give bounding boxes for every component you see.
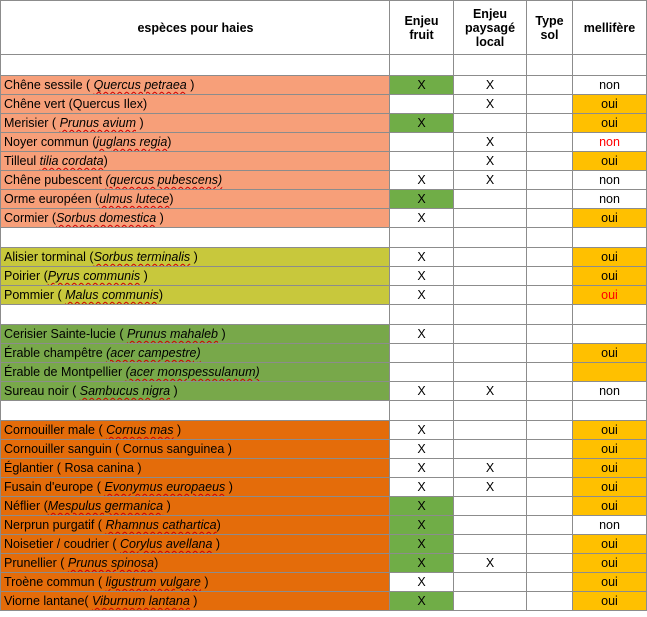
name-tail: ) <box>189 594 198 608</box>
species-row <box>1 286 647 305</box>
paysage-cell[interactable]: X <box>454 133 527 152</box>
empty-cell[interactable] <box>573 305 647 325</box>
empty-cell[interactable] <box>454 228 527 248</box>
mellifere-cell[interactable]: oui <box>573 114 647 133</box>
species-name-cell[interactable] <box>1 554 390 573</box>
fruit-cell[interactable] <box>390 133 454 152</box>
sol-cell[interactable] <box>527 421 573 440</box>
species-name-cell[interactable] <box>1 440 390 459</box>
mellifere-cell[interactable]: oui <box>573 95 647 114</box>
sol-cell[interactable] <box>527 344 573 363</box>
mellifere-cell[interactable]: oui <box>573 286 647 305</box>
paysage-cell[interactable] <box>454 248 527 267</box>
species-row <box>1 459 647 478</box>
paysage-cell[interactable] <box>454 190 527 209</box>
spacer-row <box>1 305 647 325</box>
species-row <box>1 592 647 611</box>
mellifere-cell[interactable]: oui <box>573 497 647 516</box>
common-name: Orme européen ( <box>4 192 100 206</box>
latin-name: Malus communis <box>65 288 159 302</box>
latin-name: tilia cordata <box>39 154 104 168</box>
common-name: Nerprun purgatif ( <box>4 518 106 532</box>
common-name: Fusain d'europe ( <box>4 480 105 494</box>
paysage-cell[interactable] <box>454 573 527 592</box>
common-name: Cerisier Sainte-lucie ( <box>4 327 127 341</box>
species-name-cell[interactable] <box>1 76 390 95</box>
name-tail: ) <box>170 384 178 398</box>
paysage-cell[interactable] <box>454 497 527 516</box>
sol-cell[interactable] <box>527 95 573 114</box>
fruit-cell[interactable]: X <box>390 267 454 286</box>
paysage-cell[interactable]: X <box>454 152 527 171</box>
species-row <box>1 421 647 440</box>
common-name: Néflier ( <box>4 499 48 513</box>
empty-cell[interactable] <box>454 55 527 76</box>
sol-cell[interactable] <box>527 497 573 516</box>
spacer-row <box>1 401 647 421</box>
species-row <box>1 267 647 286</box>
name-tail: ) <box>136 116 144 130</box>
empty-cell[interactable] <box>390 55 454 76</box>
paysage-cell[interactable]: X <box>454 76 527 95</box>
sol-cell[interactable] <box>527 190 573 209</box>
fruit-cell[interactable] <box>390 152 454 171</box>
name-tail: ) <box>169 192 174 206</box>
fruit-cell[interactable]: X <box>390 286 454 305</box>
species-row <box>1 248 647 267</box>
spacer-row <box>1 228 647 248</box>
common-name: Églantier ( Rosa canina ) <box>4 461 142 475</box>
latin-name: Sambucus nigra <box>79 384 171 398</box>
paysage-cell[interactable] <box>454 267 527 286</box>
paysage-cell[interactable] <box>454 114 527 133</box>
paysage-cell[interactable]: X <box>454 478 527 497</box>
paysage-cell[interactable] <box>454 421 527 440</box>
fruit-cell[interactable]: X <box>390 171 454 190</box>
paysage-cell[interactable]: X <box>454 95 527 114</box>
species-name-cell[interactable] <box>1 459 390 478</box>
mellifere-cell[interactable]: oui <box>573 459 647 478</box>
sol-cell[interactable] <box>527 573 573 592</box>
latin-name: Prunus mahaleb <box>126 327 218 341</box>
common-name: Érable de Montpellier <box>4 365 126 379</box>
sol-cell[interactable] <box>527 209 573 228</box>
empty-cell[interactable] <box>390 401 454 421</box>
mellifere-cell[interactable] <box>573 325 647 344</box>
paysage-cell[interactable] <box>454 535 527 554</box>
fruit-cell[interactable]: X <box>390 459 454 478</box>
fruit-cell[interactable] <box>390 344 454 363</box>
name-tail: ) <box>158 288 164 302</box>
species-row <box>1 95 647 114</box>
fruit-cell[interactable]: X <box>390 440 454 459</box>
header-species[interactable]: espèces pour haies <box>1 1 390 55</box>
latin-name: Prunus avium <box>59 116 136 130</box>
name-tail: ) <box>186 78 195 92</box>
paysage-cell[interactable] <box>454 516 527 535</box>
common-name: Érable champêtre <box>4 346 107 360</box>
species-name-cell[interactable] <box>1 286 390 305</box>
mellifere-cell[interactable]: non <box>573 516 647 535</box>
paysage-cell[interactable] <box>454 592 527 611</box>
species-row <box>1 554 647 573</box>
sol-cell[interactable] <box>527 554 573 573</box>
species-name-cell[interactable] <box>1 152 390 171</box>
name-tail: ) <box>156 211 164 225</box>
paysage-cell[interactable]: X <box>454 459 527 478</box>
empty-cell[interactable] <box>390 305 454 325</box>
empty-cell[interactable] <box>1 228 390 248</box>
latin-name: Quercus petraea <box>93 78 187 92</box>
mellifere-cell[interactable]: oui <box>573 344 647 363</box>
header-row <box>1 1 647 55</box>
species-row <box>1 114 647 133</box>
species-name-cell[interactable] <box>1 478 390 497</box>
paysage-cell[interactable] <box>454 440 527 459</box>
mellifere-cell[interactable]: oui <box>573 248 647 267</box>
species-row <box>1 573 647 592</box>
species-name-cell[interactable] <box>1 325 390 344</box>
name-tail: ) <box>167 135 172 149</box>
mellifere-cell[interactable]: oui <box>573 152 647 171</box>
species-name-cell[interactable] <box>1 592 390 611</box>
paysage-cell[interactable] <box>454 344 527 363</box>
fruit-cell[interactable]: X <box>390 573 454 592</box>
name-tail: ) <box>212 537 221 551</box>
latin-name: juglans regia <box>96 135 168 149</box>
fruit-cell[interactable]: X <box>390 114 454 133</box>
species-row <box>1 209 647 228</box>
fruit-cell[interactable]: X <box>390 382 454 401</box>
fruit-cell[interactable]: X <box>390 209 454 228</box>
latin-name: ulmus lutece <box>99 192 170 206</box>
species-name-cell[interactable] <box>1 421 390 440</box>
mellifere-cell[interactable]: oui <box>573 478 647 497</box>
common-name: Merisier ( <box>4 116 60 130</box>
common-name: Poirier ( <box>4 269 48 283</box>
common-name: Chêne sessile ( <box>4 78 94 92</box>
mellifere-cell[interactable]: non <box>573 190 647 209</box>
fruit-cell[interactable]: X <box>390 76 454 95</box>
common-name: Tilleul <box>4 154 40 168</box>
sol-cell[interactable] <box>527 592 573 611</box>
common-name: Sureau noir ( <box>4 384 80 398</box>
species-row <box>1 190 647 209</box>
empty-cell[interactable] <box>1 55 390 76</box>
fruit-cell[interactable]: X <box>390 421 454 440</box>
species-row <box>1 478 647 497</box>
mellifere-cell[interactable]: oui <box>573 209 647 228</box>
species-row <box>1 516 647 535</box>
empty-cell[interactable] <box>527 228 573 248</box>
sol-cell[interactable] <box>527 76 573 95</box>
sol-cell[interactable] <box>527 325 573 344</box>
mellifere-cell[interactable] <box>573 363 647 382</box>
name-tail: ) <box>173 423 182 437</box>
latin-name: Corylus avellana <box>120 537 213 551</box>
name-tail: ) <box>216 518 221 532</box>
sol-cell[interactable] <box>527 363 573 382</box>
mellifere-cell[interactable]: non <box>573 133 647 152</box>
name-tail: ) <box>154 556 159 570</box>
empty-cell[interactable] <box>1 401 390 421</box>
common-name: Alisier torminal ( <box>4 250 94 264</box>
paysage-cell[interactable]: X <box>454 171 527 190</box>
species-name-cell[interactable] <box>1 209 390 228</box>
fruit-cell[interactable]: X <box>390 592 454 611</box>
fruit-cell[interactable]: X <box>390 478 454 497</box>
name-tail: ) <box>200 575 209 589</box>
sol-cell[interactable] <box>527 267 573 286</box>
species-row <box>1 363 647 382</box>
fruit-cell[interactable] <box>390 95 454 114</box>
empty-cell[interactable] <box>573 228 647 248</box>
fruit-cell[interactable]: X <box>390 535 454 554</box>
mellifere-cell[interactable]: oui <box>573 421 647 440</box>
fruit-cell[interactable]: X <box>390 554 454 573</box>
latin-name: (acer monspessulanum) <box>125 365 260 379</box>
common-name: Chêne pubescent <box>4 173 106 187</box>
latin-name: Sorbus domestica <box>56 211 157 225</box>
empty-cell[interactable] <box>527 55 573 76</box>
common-name: Noyer commun ( <box>4 135 97 149</box>
sol-cell[interactable] <box>527 286 573 305</box>
paysage-cell[interactable]: X <box>454 554 527 573</box>
empty-cell[interactable] <box>527 305 573 325</box>
mellifere-cell[interactable]: non <box>573 76 647 95</box>
common-name: Pommier ( <box>4 288 66 302</box>
empty-cell[interactable] <box>573 401 647 421</box>
name-tail: ) <box>190 250 198 264</box>
paysage-cell[interactable] <box>454 209 527 228</box>
sol-cell[interactable] <box>527 459 573 478</box>
sol-cell[interactable] <box>527 152 573 171</box>
name-tail: ) <box>218 327 226 341</box>
species-row <box>1 171 647 190</box>
latin-name: Cornus mas <box>106 423 174 437</box>
mellifere-cell[interactable]: non <box>573 171 647 190</box>
fruit-cell[interactable] <box>390 363 454 382</box>
common-name: Chêne vert (Quercus Ilex) <box>4 97 148 111</box>
mellifere-cell[interactable]: oui <box>573 592 647 611</box>
species-name-cell[interactable] <box>1 267 390 286</box>
header-paysage[interactable]: Enjeu paysagé local <box>454 1 527 55</box>
species-row <box>1 497 647 516</box>
paysage-cell[interactable] <box>454 363 527 382</box>
latin-name: Viburnum lantana <box>92 594 190 608</box>
common-name: Cormier ( <box>4 211 57 225</box>
empty-cell[interactable] <box>390 228 454 248</box>
latin-name: ligustrum vulgare <box>105 575 201 589</box>
sol-cell[interactable] <box>527 516 573 535</box>
empty-cell[interactable] <box>573 55 647 76</box>
sol-cell[interactable] <box>527 171 573 190</box>
common-name: Cornouiller male ( <box>4 423 107 437</box>
mellifere-cell[interactable]: oui <box>573 554 647 573</box>
mellifere-cell[interactable]: oui <box>573 535 647 554</box>
header-mellifere[interactable]: mellifère <box>573 1 647 55</box>
species-name-cell[interactable] <box>1 190 390 209</box>
common-name: Prunellier ( <box>4 556 68 570</box>
species-name-cell[interactable] <box>1 497 390 516</box>
species-row <box>1 440 647 459</box>
header-sol[interactable]: Type sol <box>527 1 573 55</box>
mellifere-cell[interactable]: oui <box>573 267 647 286</box>
mellifere-cell[interactable]: non <box>573 382 647 401</box>
paysage-cell[interactable]: X <box>454 382 527 401</box>
fruit-cell[interactable]: X <box>390 497 454 516</box>
species-name-cell[interactable] <box>1 382 390 401</box>
common-name: Noisetier / coudrier ( <box>4 537 121 551</box>
species-row <box>1 382 647 401</box>
sol-cell[interactable] <box>527 133 573 152</box>
species-name-cell[interactable] <box>1 516 390 535</box>
species-row <box>1 152 647 171</box>
species-row <box>1 344 647 363</box>
header-fruit[interactable]: Enjeu fruit <box>390 1 454 55</box>
species-name-cell[interactable] <box>1 573 390 592</box>
latin-name: (acer campestre) <box>106 346 201 360</box>
paysage-cell[interactable] <box>454 325 527 344</box>
species-name-cell[interactable] <box>1 344 390 363</box>
latin-name: (quercus pubescens) <box>105 173 223 187</box>
common-name: Viorne lantane( <box>4 594 93 608</box>
species-name-cell[interactable] <box>1 535 390 554</box>
name-tail: ) <box>225 480 233 494</box>
name-tail: ) <box>163 499 171 513</box>
empty-cell[interactable] <box>527 401 573 421</box>
sol-cell[interactable] <box>527 382 573 401</box>
name-tail: ) <box>140 269 148 283</box>
latin-name: Pyrus communis <box>47 269 141 283</box>
fruit-cell[interactable]: X <box>390 516 454 535</box>
latin-name: Prunus spinosa <box>67 556 155 570</box>
fruit-cell[interactable]: X <box>390 325 454 344</box>
species-row <box>1 535 647 554</box>
species-name-cell[interactable] <box>1 114 390 133</box>
species-row <box>1 325 647 344</box>
latin-name: Rhamnus cathartica <box>105 518 217 532</box>
mellifere-cell[interactable]: oui <box>573 573 647 592</box>
sol-cell[interactable] <box>527 248 573 267</box>
species-row <box>1 133 647 152</box>
common-name: Troène commun ( <box>4 575 106 589</box>
species-name-cell[interactable] <box>1 95 390 114</box>
sol-cell[interactable] <box>527 478 573 497</box>
empty-cell[interactable] <box>454 401 527 421</box>
fruit-cell[interactable]: X <box>390 190 454 209</box>
sol-cell[interactable] <box>527 535 573 554</box>
fruit-cell[interactable]: X <box>390 248 454 267</box>
species-name-cell[interactable] <box>1 133 390 152</box>
sol-cell[interactable] <box>527 114 573 133</box>
latin-name: Mespulus germanica <box>47 499 164 513</box>
mellifere-cell[interactable]: oui <box>573 440 647 459</box>
latin-name: Sorbus terminalis <box>93 250 191 264</box>
species-name-cell[interactable] <box>1 248 390 267</box>
paysage-cell[interactable] <box>454 286 527 305</box>
species-name-cell[interactable] <box>1 363 390 382</box>
empty-cell[interactable] <box>454 305 527 325</box>
spacer-row <box>1 55 647 76</box>
empty-cell[interactable] <box>1 305 390 325</box>
name-tail: ) <box>103 154 108 168</box>
latin-name: Evonymus europaeus <box>104 480 226 494</box>
species-row <box>1 76 647 95</box>
common-name: Cornouiller sanguin ( Cornus sanguinea ) <box>4 442 232 456</box>
species-name-cell[interactable] <box>1 171 390 190</box>
sol-cell[interactable] <box>527 440 573 459</box>
